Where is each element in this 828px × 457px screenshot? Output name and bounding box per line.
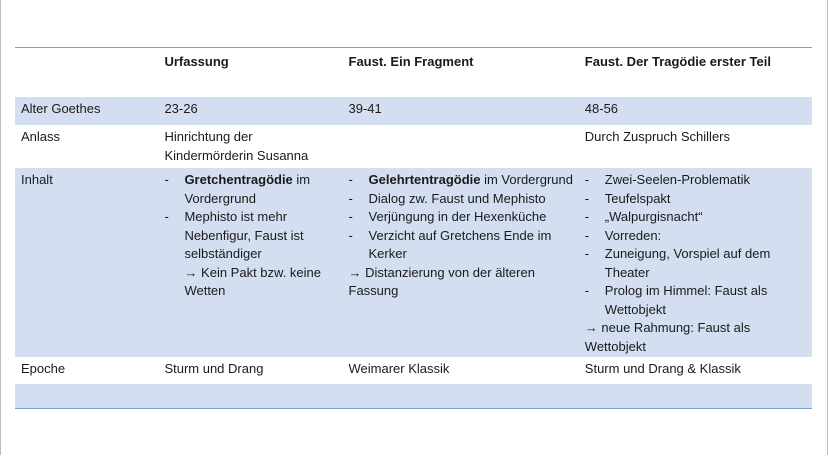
cell-age-erster-teil: 48-56 [585, 97, 812, 125]
cell-epoch-erster-teil: Sturm und Drang & Klassik [584, 361, 741, 376]
header-row [15, 48, 812, 98]
occasion-urfassung-line1: Hinrichtung der [164, 129, 253, 144]
row-anlass [15, 125, 812, 168]
empty-cell [164, 384, 348, 409]
item-text: im Vordergrund [480, 172, 573, 187]
list-item: - Verzicht auf Gretchens Ende im Kerker [349, 227, 585, 264]
list-conclusion: → Distanzierung von der älteren Fassung [348, 264, 535, 298]
row-label-anlass: Anlass [21, 129, 61, 144]
cell-content-urfassung [164, 168, 348, 357]
cell-occasion-fragment [349, 125, 585, 168]
cell-epoch-fragment: Weimarer Klassik [348, 361, 450, 376]
cell-content-erster-teil [585, 168, 812, 357]
header-erster-teil: Faust. Der Tragödie erster Teil [584, 54, 771, 69]
cell-occasion-erster-teil: Durch Zuspruch Schillers [584, 129, 730, 144]
row-label-inhalt: Inhalt [15, 168, 164, 357]
cell-age-fragment: 39-41 [349, 97, 585, 125]
header-urfassung: Urfassung [164, 54, 229, 69]
row-epoche [15, 357, 812, 384]
empty-cell [349, 384, 585, 409]
cell-content-fragment [349, 168, 585, 357]
row-alter-goethes [15, 97, 812, 125]
cell-occasion-urfassung [164, 125, 348, 168]
list-item: - „Walpurgisnacht“ [585, 208, 812, 227]
list-item [164, 171, 348, 208]
item-bold: Gretchentragödie [184, 172, 293, 187]
list-item: - Mephisto ist mehr Nebenfigur, Faust ist selbständiger [164, 208, 348, 264]
faust-comparison-table [15, 47, 812, 409]
fragment-list [349, 171, 585, 264]
list-item [349, 171, 585, 190]
list-item: - Zwei-Seelen-Problematik [585, 171, 812, 190]
list-item: - Dialog zw. Faust und Mephisto [349, 190, 585, 209]
empty-cell [15, 384, 164, 409]
item-bold: Gelehrtentragödie [368, 172, 481, 187]
list-conclusion: → Kein Pakt bzw. keine Wetten [184, 264, 322, 298]
cell-epoch-urfassung: Sturm und Drang [164, 361, 264, 376]
cell-age-urfassung: 23-26 [164, 97, 348, 125]
empty-cell [585, 384, 812, 409]
list-item: - Verjüngung in der Hexenküche [349, 208, 585, 227]
row-empty [15, 384, 812, 409]
header-fragment: Faust. Ein Fragment [348, 54, 474, 69]
urfassung-list [164, 171, 348, 301]
list-conclusion: → neue Rahmung: Faust als Wettobjekt [584, 320, 751, 354]
list-item: - Vorreden: [585, 227, 812, 246]
list-item: - Prolog im Himmel: Faust als Wettobjekt [585, 282, 812, 319]
row-label-alter: Alter Goethes [15, 97, 164, 125]
list-item: - Zuneigung, Vorspiel auf dem Theater [585, 245, 812, 282]
header-empty [15, 48, 164, 98]
item-text: im Vordergrund [184, 172, 311, 206]
occasion-urfassung-line2: Kindermörderin Susanna [164, 147, 309, 163]
erster-teil-list [585, 171, 812, 319]
list-item: - Teufelspakt [585, 190, 812, 209]
row-inhalt [15, 168, 812, 357]
row-label-epoche: Epoche [21, 361, 66, 376]
